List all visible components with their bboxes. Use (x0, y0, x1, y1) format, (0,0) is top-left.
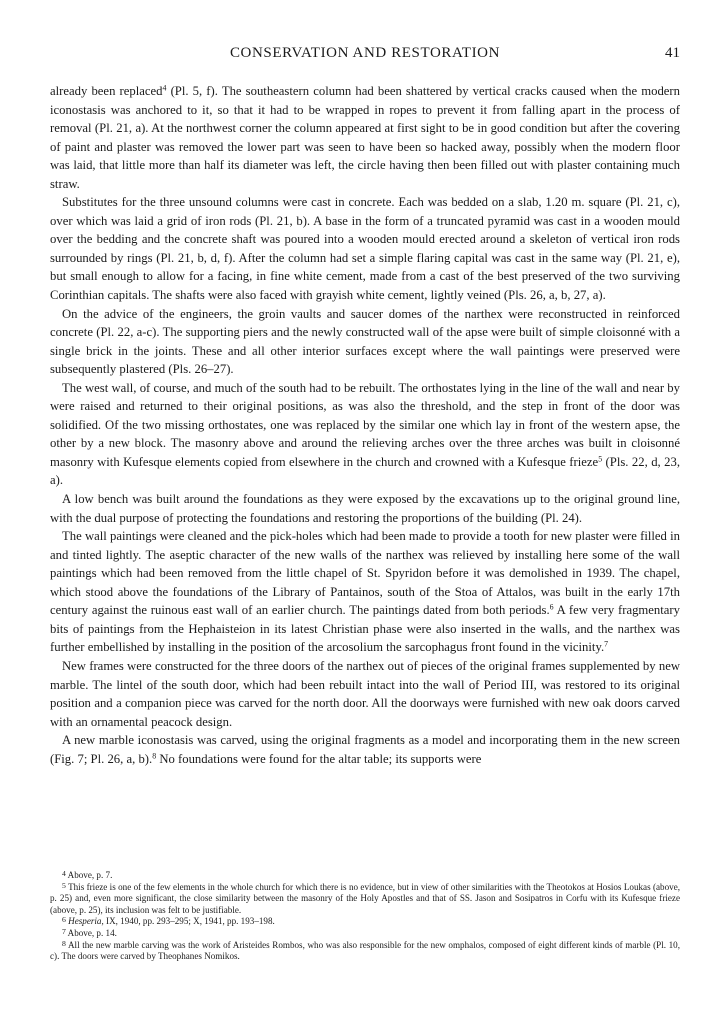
footnote-ref: 8 (152, 751, 157, 761)
paragraph: Substitutes for the three unsound columns were cast in concrete. Each was bedded on a slab, 1.20 m. square (Pl. 21, c), over which was laid a grid of iron rods (Pl. 21, b). A base in the form of a truncated pyramid was cast in a wooden mould over the bedding and the concrete shaft was poured into a wooden mould erected around a skeleton of vertical iron rods surrounded by rings (Pl. 21, b, d, f). After the column had set a simple flaring capital was cast in the same way (Pl. 21, e), but small enough to allow for a facing, in fine white cement, made from a cast of the best preserved of the two surviving Corinthian capitals. The shafts were also faced with grayish white cement, lightly veined (Pls. 26, a, b, 27, a). (50, 195, 680, 303)
footnotes (50, 870, 680, 963)
paragraph: The west wall, of course, and much of the south had to be rebuilt. The orthostates lying in the line of the wall and near by were raised and returned to their original positions, as was also the threshold, and the step in front of the door was solidified. Of the two missing orthostates, one was replaced by the similar one which lay in front of the western apse, the other by a new block. The masonry above and around the relieving arches over the three arches was built in cloisonné masonry with Kufesque elements copied from elsewhere in the church and crowned with a Kufesque frieze$^5$ (Pls. 22, d, 23, a). (50, 380, 680, 488)
footnote: $^7$ Above, p. 14. (62, 927, 117, 938)
footnote: $^5$ This frieze is one of the few elements in the whole church for which there is no evidence, but in view of other similarities with the Theotokos at Hosios Loukas (above, p. 25) and, even more significant, the close similarity between the masonry of the Holy Apostles and that of SS. Jason and Sosipatros in Corfu with its Kufesque frieze (above, p. 25), its inclusion was felt to be justifiable. (50, 880, 681, 915)
page-number: 41 (665, 45, 680, 61)
footnote-ref: 4 (162, 83, 167, 93)
paragraph: A new marble iconostasis was carved, using the original fragments as a model and incorporating them in the new screen (Fig. 7; Pl. 26, a, b).$^8$ No foundations were found for the altar table; its supports were (50, 733, 680, 766)
footnote-ref: 6 (549, 602, 554, 612)
paragraph: On the advice of the engineers, the groin vaults and saucer domes of the narthex were reconstructed in reinforced concrete (Pl. 22, a-c). The supporting piers and the newly constructed wall of the apse were built of simple cloisonné with a single brick in the joints. These and all other interior surfaces except where the wall paintings were preserved were subsequently plastered (Pls. 26–27). (50, 306, 680, 377)
footnote: $^4$ Above, p. 7. (62, 869, 113, 880)
paragraph: The wall paintings were cleaned and the pick-holes which had been made to provide a tooth for new plaster were filled in and tinted lightly. The aseptic character of the new walls of the narthex was relieved by installing here some of the wall paintings which had been removed from the little chapel of St. Spyridon before it was demolished in 1939. The chapel, which stood above the foundations of the Library of Pantainos, south of the Stoa of Attalos, was built in the early 17th century against the ruinous east wall of an earlier church. The paintings dated from both periods.$^6$ A few very fragmentary bits of paintings from the Hephaisteion in its latest Christian phase were also inserted in the walls, and the narthex was further embellished by installing in the position of the arcosolium the sarcophagus front found in the vicinity.$^7$ (50, 529, 680, 655)
footnote: $^8$ All the new marble carving was the work of Aristeides Rombos, who was also responsible for the new omphalos, composed of eight different kinds of marble (Pl. 10, c). The doors were carved by Theophanes Nomikos. (50, 938, 680, 962)
running-title: CONSERVATION AND RESTORATION (229, 45, 501, 61)
paragraph: A low bench was built around the foundations as they were exposed by the excavations up to the original ground line, with the dual purpose of protecting the foundations and restoring the proportions of the building (Pl. 24). (50, 492, 680, 525)
paragraph: New frames were constructed for the three doors of the narthex out of pieces of the original frames supplemented by new marble. The lintel of the south door, which had been rebuilt intact into the wall of Period III, was restored to its original position and a companion piece was carved for the north door. All the doorways were furnished with new oak doors carved with an ornamental peacock design. (50, 658, 680, 729)
footnote-ref: 7 (604, 640, 609, 650)
page-header (50, 45, 680, 67)
body-text (50, 82, 680, 768)
footnote-ref: 5 (598, 454, 603, 464)
paragraph: already been replaced$^4$ (Pl. 5, f). The southeastern column had been shattered by vertical cracks caused when the modern iconostasis was anchored to it, so that it had to be wrapped in ropes to prevent it from falling apart in the process of removal (Pl. 21, a). At the northwest corner the column appeared at first sight to be in good condition but after the covering of paint and plaster was removed the lower part was seen to have been so hacked away, possibly when the modern floor was laid, that little more than half its diameter was left, the circle having then been filled out with plaster containing much straw. (50, 83, 680, 191)
footnote: $^6$ Hesperia, IX, 1940, pp. 293–295; X, 1941, pp. 193–198. (62, 915, 275, 927)
